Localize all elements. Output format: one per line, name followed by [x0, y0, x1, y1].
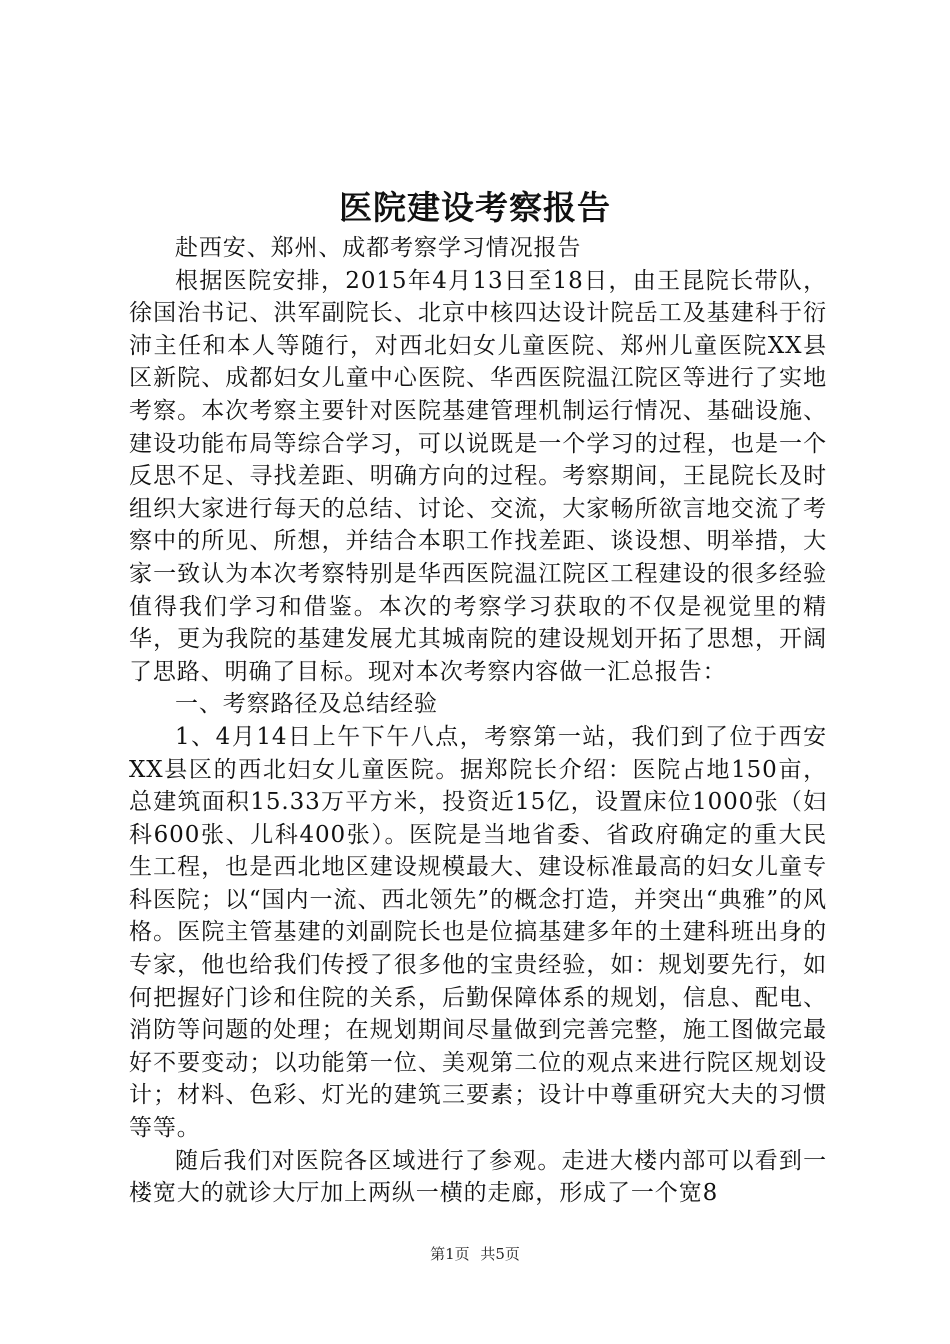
- page-total: 共5页: [480, 1245, 520, 1263]
- paragraph-subtitle: 赴西安、郑州、成都考察学习情况报告: [175, 235, 582, 261]
- page-footer: [0, 1244, 950, 1264]
- paragraph-visit: 随后我们对医院各区域进行了参观。走进大楼内部可以看到一楼宽大的就诊大厅加上两纵一横的走廊，形成了一个宽8: [129, 1147, 827, 1207]
- paragraph-first-stop: 1、4月14日上午下午八点，考察第一站，我们到了位于西安XX县区的西北妇女儿童医院。据郑院长介绍：医院占地150亩，总建筑面积15.33万平方米，投资近15亿，设置床位1000张（妇科600张、儿科400张）。医院是当地省委、省政府确定的重大民生工程，也是西北地区建设规模最大、建设标准最高的妇女儿童专科医院；以“国内一流、西北领先”的概念打造，并突出“典雅”的风格。医院主管基建的刘副院长也是位搞基建多年的土建科班出身的专家，他也给我们传授了很多他的宝贵经验，如：规划要先行，如何把握好门诊和住院的关系，后勤保障体系的规划，信息、配电、消防等问题的处理；在规划期间尽量做到完善完整，施工图做完最好不要变动；以功能第一位、美观第二位的观点来进行院区规划设计；材料、色彩、灯光的建筑三要素；设计中尊重研究大夫的习惯等等。: [129, 723, 827, 1142]
- paragraph-intro: 根据医院安排，2015年4月13日至18日，由王昆院长带队，徐国治书记、洪军副院长、北京中核四达设计院岳工及基建科于衍沛主任和本人等随行，对西北妇女儿童医院、郑州儿童医院XX县区新院、成都妇女儿童中心医院、华西医院温江院区等进行了实地考察。本次考察主要针对医院基建管理机制运行情况、基础设施、建设功能布局等综合学习，可以说既是一个学习的过程，也是一个反思不足、寻找差距、明确方向的过程。考察期间，王昆院长及时组织大家进行每天的总结、讨论、交流，大家畅所欲言地交流了考察中的所见、所想，并结合本职工作找差距、谈设想、明举措，大家一致认为本次考察特别是华西医院温江院区工程建设的很多经验值得我们学习和借鉴。本次的考察学习获取的不仅是视觉里的精华，更为我院的基建发展尤其城南院的建设规划开拓了思想，开阔了思路、明确了目标。现对本次考察内容做一汇总报告：: [129, 267, 827, 685]
- page-title: 医院建设考察报告: [339, 188, 611, 227]
- document-body: [129, 232, 827, 1210]
- section-heading: 一、考察路径及总结经验: [175, 691, 438, 718]
- page-number: 第1页: [430, 1245, 470, 1263]
